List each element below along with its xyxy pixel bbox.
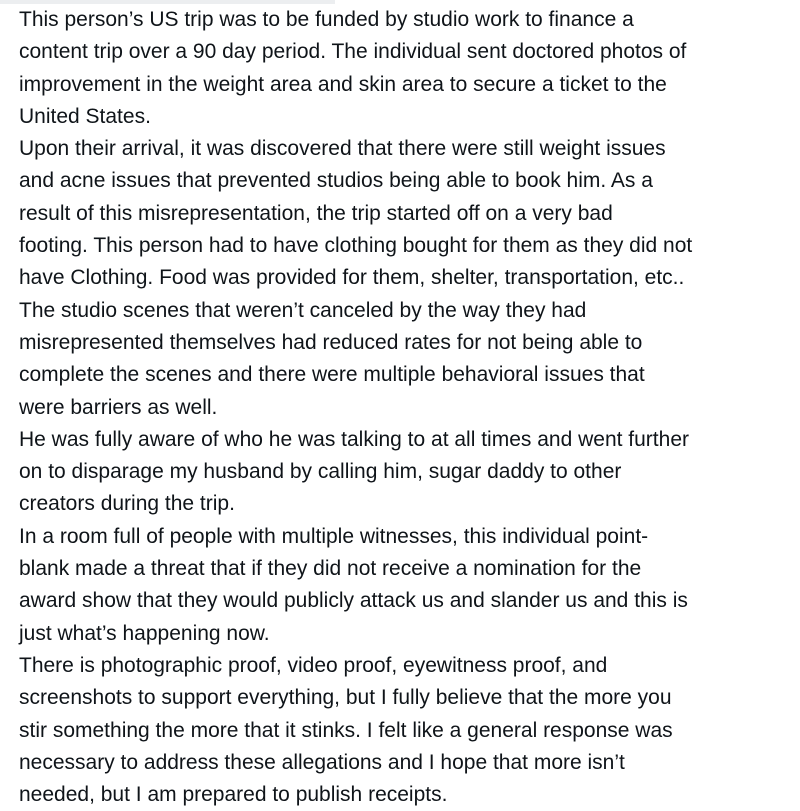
text-line: United States. [19,104,151,128]
text-line: creators during the trip. [19,492,235,516]
text-line: needed, but I am prepared to publish receipts. [19,783,448,807]
text-line: and acne issues that prevented studios being able to book him. As a [19,169,653,193]
text-line: misrepresented themselves had reduced rates for not being able to [19,330,643,354]
text-line: just what’s happening now. [19,621,270,645]
text-line: footing. This person had to have clothing bought for them as they did not [19,234,693,258]
text-line: In a room full of people with multiple witnesses, this individual point- [19,524,649,548]
text-line: complete the scenes and there were multiple behavioral issues that [19,363,645,387]
text-line: The studio scenes that weren’t canceled by the way they had [19,298,587,322]
text-line: improvement in the weight area and skin area to secure a ticket to the [19,72,667,96]
text-line: result of this misrepresentation, the trip started off on a very bad [19,201,613,225]
text-line: Upon their arrival, it was discovered that there were still weight issues [19,137,666,161]
text-line: blank made a threat that if they did not receive a nomination for the [19,557,642,581]
text-line: on to disparage my husband by calling him, sugar daddy to other [19,460,622,484]
text-line: screenshots to support everything, but I fully believe that the more you [19,686,672,710]
text-line: He was fully aware of who he was talking to at all times and went further [19,427,689,451]
text-line: stir something the more that it stinks. I felt like a general response was [19,718,673,742]
text-line: There is photographic proof, video proof, eyewitness proof, and [19,653,608,677]
text-line: award show that they would publicly attack us and slander us and this is [19,589,688,613]
text-line: This person’s US trip was to be funded by studio work to finance a [19,8,634,31]
text-line: content trip over a 90 day period. The individual sent doctored photos of [19,40,687,64]
text-line: were barriers as well. [19,395,218,419]
text-line: have Clothing. Food was provided for them, shelter, transportation, etc.. [19,266,685,290]
text-line: necessary to address these allegations and I hope that more isn’t [19,750,625,774]
post-text [19,4,692,811]
